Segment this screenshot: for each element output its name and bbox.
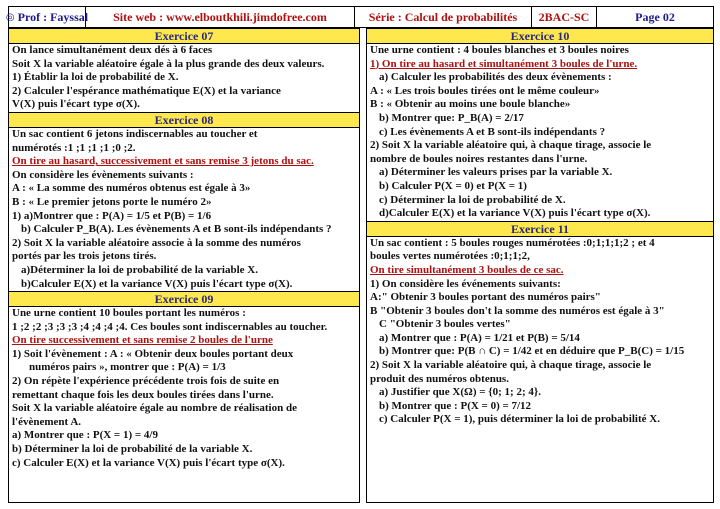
text-line: l'évènement A. (12, 415, 82, 428)
worksheet (5, 6, 714, 503)
text-line: 1) On considère les événements suivants: (370, 277, 561, 290)
text-line: Un sac contient : 5 boules rouges numérotées :0;1;1;1;2 ; et 4 (370, 236, 655, 249)
text-line: 2) Soit X la variable aléatoire qui, à chaque tirage, associe le (370, 139, 652, 152)
text-line: On considère les évènements suivants : (12, 168, 194, 181)
text-line: remettant chaque fois les deux boules tirées dans l'urne. (12, 388, 274, 401)
text-line: B "Obtenir 3 boules don't la somme des numéros est égale à 3" (370, 304, 665, 317)
text-line: On tire au hasard, successivement et sans remise 3 jetons du sac. (12, 155, 314, 168)
header-bar (5, 6, 714, 28)
text-line: 1) Soit l'évènement : A : « Obtenir deux boules portant deux (12, 347, 294, 360)
prof-name: Prof : Fayssal (17, 9, 89, 24)
text-line: 2) On répète l'expérience précédente trois fois de suite en (12, 375, 280, 388)
left-column (8, 28, 360, 503)
text-line: On tire simultanément 3 boules de ce sac. (370, 263, 564, 276)
text-line: 1) On tire au hasard et simultanément 3 boules de l'urne. (370, 57, 638, 70)
text-line: b) Montrer que : P(X = 0) = 7/12 (379, 399, 532, 412)
text-line: boules vertes numérotées :0;1;1;2, (370, 250, 530, 263)
text-line: numérotés :1 ;1 ;1 ;1 ;0 ;2. (12, 141, 136, 154)
page-number: Page 02 (635, 9, 675, 24)
text-line: A : « Les trois boules tirées ont le même couleur» (370, 84, 600, 97)
text-line: b) Calculer P(X = 0) et P(X = 1) (379, 179, 527, 192)
text-line: portés par les trois jetons tirés. (12, 250, 157, 263)
text-line: a) Montrer que : P(X = 1) = 4/9 (12, 429, 158, 442)
text-line: a)Déterminer la loi de probabilité de la variable X. (21, 263, 258, 276)
text-line: c) Calculer E(X) et la variance V(X) puis l'écart type σ(X). (12, 456, 285, 469)
text-line: 2) Soit X la variable aléatoire qui, à chaque tirage, associe le (370, 359, 652, 372)
text-line: a) Montrer que : P(A) = 1/21 et P(B) = 5/14 (379, 331, 580, 344)
class-label: 2BAC-SC (532, 7, 597, 27)
text-line: c) Les évènements A et B sont-ils indépendants ? (379, 125, 606, 138)
exercise-title: Exercice 08 (9, 112, 359, 128)
text-line: A : « La somme des numéros obtenus est égale à 3» (12, 182, 251, 195)
prof-cell (5, 7, 89, 27)
text-line: 1 ;2 ;2 ;3 ;3 ;3 ;4 ;4 ;4 ;4. Ces boules sont indiscernables au toucher. (12, 320, 328, 333)
text-line: b) Calculer P_B(A). Les évènements A et B sont-ils indépendants ? (21, 223, 332, 236)
logo-icon: ◎ (5, 11, 15, 23)
text-line: a) Déterminer les valeurs prises par la variable X. (379, 166, 613, 179)
text-line: On lance simultanément deux dés à 6 faces (12, 44, 213, 56)
text-line: b) Montrer que: P_B(A) = 2/17 (379, 111, 524, 124)
text-line: A:" Obtenir 3 boules portant des numéros pairs" (370, 291, 601, 304)
text-line: 1) Établir la loi de probabilité de X. (12, 71, 179, 84)
text-line: On tire successivement et sans remise 2 boules de l'urne (12, 334, 273, 347)
text-line: nombre de boules noires restantes dans l'urne. (370, 152, 588, 165)
text-line: B : « Obtenir au moins une boule blanche» (370, 98, 571, 111)
text-line: Une urne contient 10 boules portant les numéros : (12, 307, 246, 320)
text-line: 2) Soit X la variable aléatoire associe à la somme des numéros (12, 236, 301, 249)
text-line: produit des numéros obtenus. (370, 372, 509, 385)
text-line: b)Calculer E(X) et la variance V(X) puis l'écart type σ(X). (21, 277, 293, 290)
right-column (366, 28, 714, 503)
text-line: a) Justifier que X(Ω) = {0; 1; 2; 4}. (379, 386, 541, 399)
exercise-title: Exercice 10 (367, 28, 713, 44)
text-line: b) Déterminer la loi de probabilité de la variable X. (12, 443, 253, 456)
text-line: 2) Calculer l'espérance mathématique E(X) et la variance (12, 84, 281, 97)
text-line: c) Déterminer la loi de probabilité de X. (379, 193, 566, 206)
text-line: Soit X la variable aléatoire égale au nombre de réalisation de (12, 402, 297, 415)
text-line: d)Calculer E(X) et la variance V(X) puis l'écart type σ(X). (379, 207, 651, 220)
text-line: V(X) puis l'écart type σ(X). (12, 98, 140, 111)
text-line: c) Calculer P(X = 1), puis déterminer la loi de probabilité X. (379, 413, 660, 426)
serie-title: Série : Calcul de probabilités (355, 7, 532, 27)
text-line: Une urne contient : 4 boules blanches et 3 boules noires (370, 44, 629, 56)
exercise-title: Exercice 09 (9, 291, 359, 307)
site-cell: Site web : www.elboutkhili.jimdofree.com (86, 7, 355, 27)
text-line: Soit X la variable aléatoire égale à la plus grande des deux valeurs. (12, 57, 325, 70)
text-line: Un sac contient 6 jetons indiscernables au toucher et (12, 127, 258, 140)
text-line: C "Obtenir 3 boules vertes" (379, 318, 511, 331)
text-line: numéros pairs », montrer que : P(A) = 1/3 (29, 361, 226, 374)
text-line: a) Calculer les probabilités des deux évènements : (379, 71, 612, 84)
text-line: B : « Le premier jetons porte le numéro 2» (12, 195, 212, 208)
text-line: b) Montrer que: P(B ∩ C) = 1/42 et en déduire que P_B(C) = 1/15 (379, 345, 685, 358)
exercise-title: Exercice 11 (367, 221, 713, 237)
text-line: 1) a)Montrer que : P(A) = 1/5 et P(B) = 1/6 (12, 209, 212, 222)
exercise-title: Exercice 07 (9, 28, 359, 44)
